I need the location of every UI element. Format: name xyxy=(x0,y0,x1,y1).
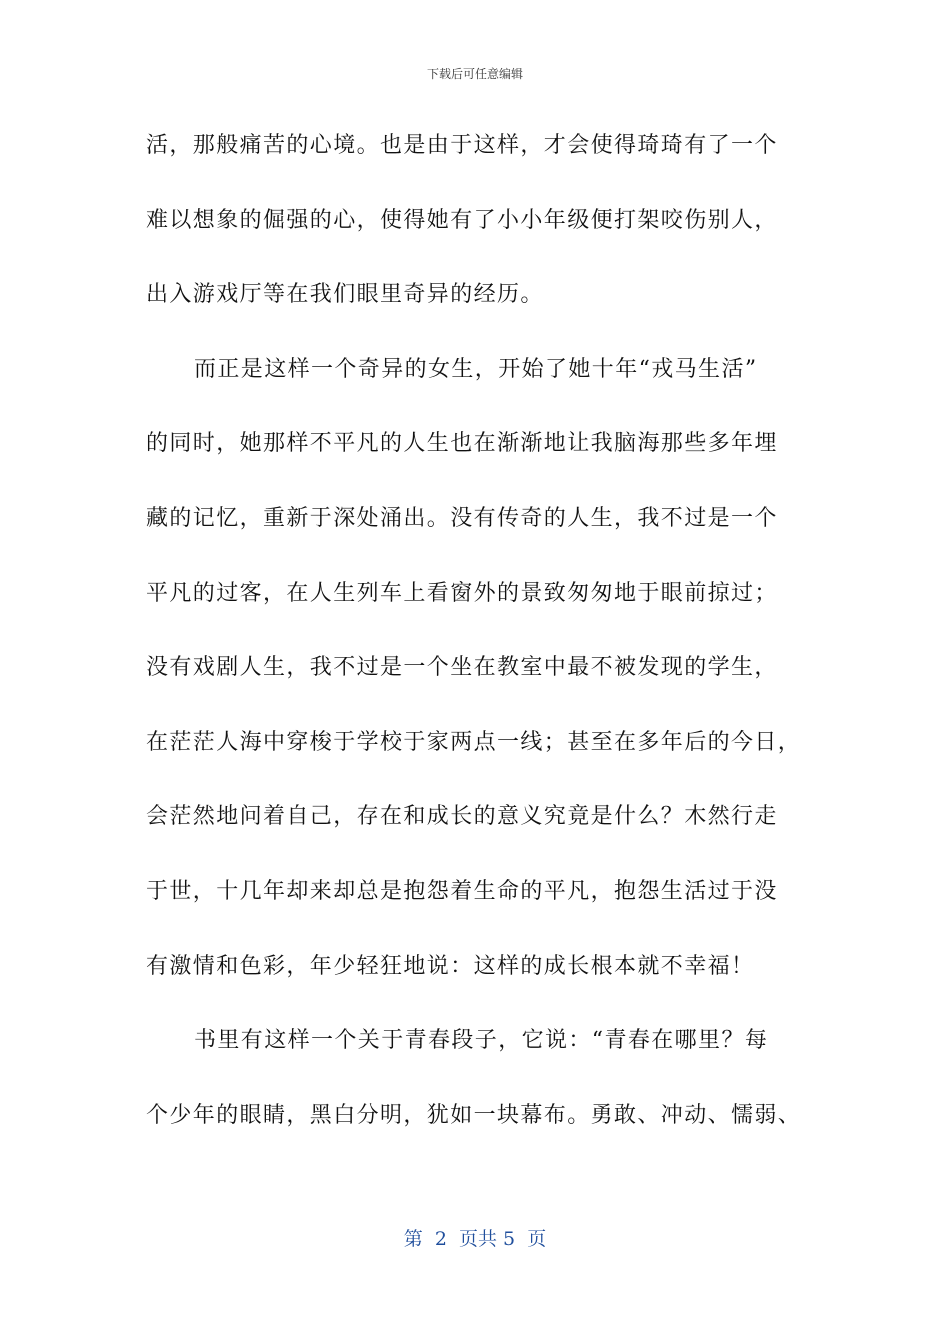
text-line: 有激情和色彩，年少轻狂地说：这样的成长根本就不幸福！ xyxy=(146,953,755,979)
text-line: 的同时，她那样不平凡的人生也在渐渐地让我脑海那些多年埋 xyxy=(146,431,778,457)
text-line: 在茫茫人海中穿梭于学校于家两点一线；甚至在多年后的今日， xyxy=(146,729,802,755)
text-line: 会茫然地问着自己，存在和成长的意义究竟是什么？木然行走 xyxy=(146,804,778,830)
text-line: 活，那般痛苦的心境。也是由于这样，才会使得琦琦有了一个 xyxy=(146,133,778,158)
text-line: 平凡的过客，在人生列车上看窗外的景致匆匆地于眼前掠过； xyxy=(146,580,778,606)
page-number-footer: 第 2 页共 5 页 xyxy=(403,1228,547,1250)
paragraph-first-line: 而正是这样一个奇异的女生，开始了她十年“戎马生活” xyxy=(194,356,758,382)
text-line: 藏的记忆，重新于深处涌出。没有传奇的人生，我不过是一个 xyxy=(146,505,778,531)
document-body xyxy=(146,126,806,1170)
text-line: 个少年的眼睛，黑白分明，犹如一块幕布。勇敢、冲动、懦弱、 xyxy=(146,1102,802,1128)
paragraph-first-line: 书里有这样一个关于青春段子，它说：“青春在哪里？每 xyxy=(194,1028,769,1054)
text-line: 出入游戏厅等在我们眼里奇异的经历。 xyxy=(146,282,544,308)
text-line: 没有戏剧人生，我不过是一个坐在教室中最不被发现的学生， xyxy=(146,655,778,681)
page-header: 下载后可任意编辑 xyxy=(426,67,523,81)
text-line: 难以想象的倔强的心，使得她有了小小年级便打架咬伤别人， xyxy=(146,207,778,233)
text-line: 于世，十几年却来却总是抱怨着生命的平凡，抱怨生活过于没 xyxy=(146,878,778,904)
